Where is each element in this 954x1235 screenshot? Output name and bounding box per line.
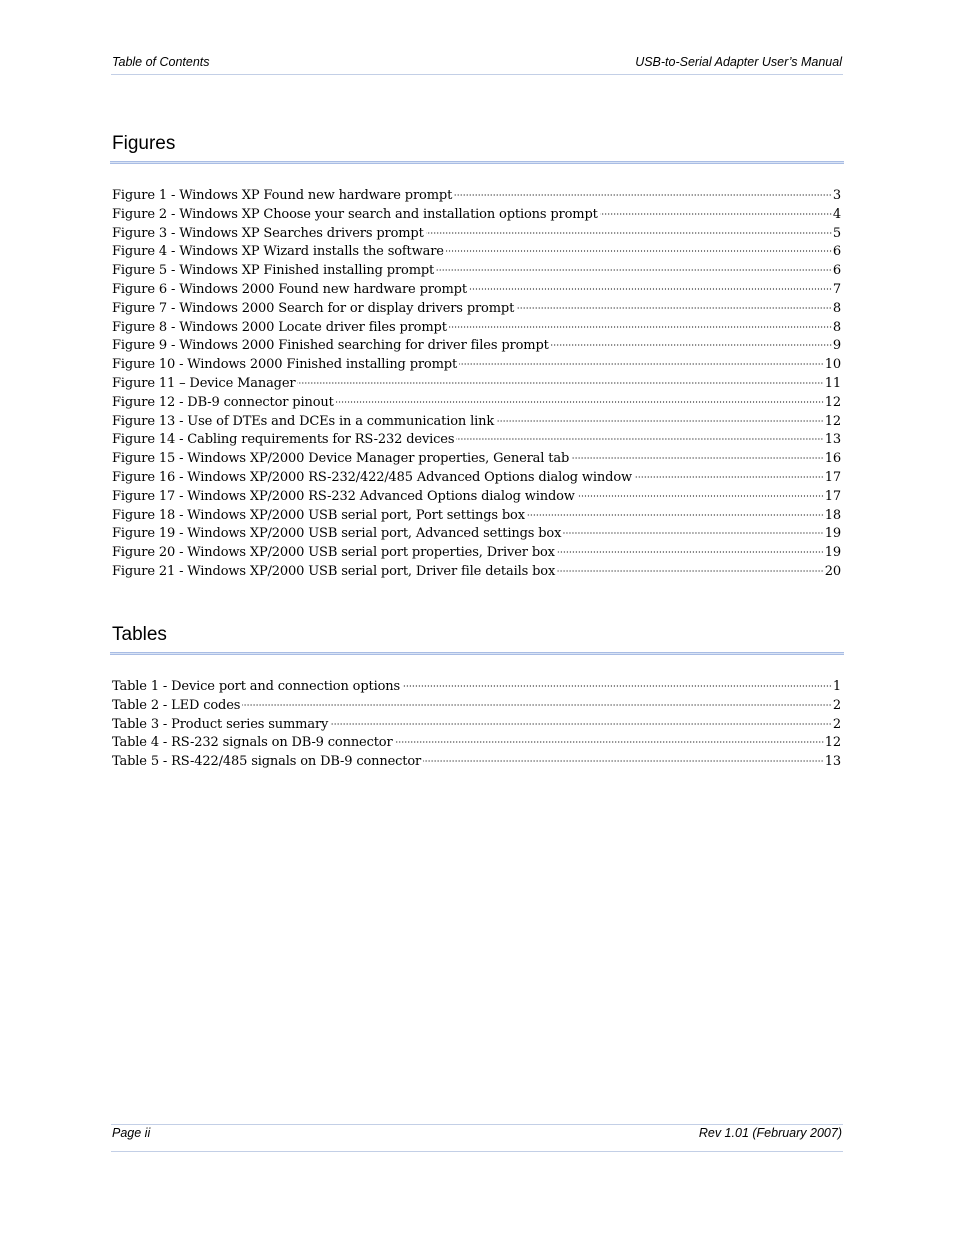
table-entry[interactable] (112, 678, 841, 697)
table-entry-page-number: 1 (832, 679, 841, 694)
figure-entry-title: Figure 9 - Windows 2000 Finished searching for driver files prompt (112, 338, 549, 354)
table-entry-title: Table 5 - RS-422/485 signals on DB-9 connector (112, 754, 422, 770)
figure-entry-page-number: 5 (832, 225, 841, 241)
figure-entry-title: Figure 2 - Windows XP Choose your search and installation options prompt (112, 206, 598, 222)
figure-entry-page-number: 17 (824, 488, 841, 504)
figure-entry-page-number: 12 (824, 394, 841, 410)
table-entry[interactable] (112, 753, 841, 772)
table-entry-page-number: 2 (832, 697, 841, 713)
dot-leader (571, 457, 824, 459)
figure-entry[interactable] (112, 319, 841, 338)
figure-entry[interactable] (112, 187, 841, 206)
figure-entry-title: Figure 18 - Windows XP/2000 USB serial port, Port settings box (112, 507, 525, 523)
page-header (111, 54, 843, 75)
header-section-name: Table of Contents (112, 55, 210, 69)
figure-entry[interactable] (112, 225, 841, 244)
figure-entry-page-number: 8 (832, 319, 841, 335)
dot-leader (557, 551, 824, 553)
figure-entry-page-number: 11 (824, 375, 841, 391)
figure-entry[interactable] (112, 431, 841, 450)
dot-leader (577, 495, 824, 497)
figure-entry-title: Figure 21 - Windows XP/2000 USB serial port, Driver file details box (112, 563, 556, 579)
figure-entry-title: Figure 11 – Device Manager (112, 375, 296, 391)
figure-entry[interactable] (112, 413, 841, 432)
table-entry[interactable] (112, 734, 841, 753)
figure-entry-title: Figure 7 - Windows 2000 Search for or display drivers prompt (112, 300, 515, 316)
figure-entry-page-number: 6 (832, 244, 841, 260)
figure-entry-page-number: 4 (832, 206, 841, 222)
dot-leader (454, 194, 832, 196)
table-entry-title: Table 4 - RS-232 signals on DB-9 connector (112, 735, 393, 751)
dot-leader (456, 438, 823, 440)
figures-heading: Figures (112, 133, 176, 154)
dot-leader (469, 288, 832, 290)
figure-entry-page-number: 18 (824, 507, 841, 523)
table-entry-title: Table 1 - Device port and connection options (112, 679, 401, 694)
dot-leader (426, 232, 832, 234)
table-entry-title: Table 2 - LED codes (112, 697, 241, 713)
figure-entry[interactable] (112, 337, 841, 356)
table-entry-page-number: 2 (832, 716, 841, 732)
figure-entry-title: Figure 12 - DB-9 connector pinout (112, 394, 334, 410)
figure-entry-title: Figure 8 - Windows 2000 Locate driver files prompt (112, 319, 447, 335)
footer-page-number: Page ii (112, 1126, 151, 1140)
figure-entry[interactable] (112, 300, 841, 319)
figure-entry[interactable] (112, 356, 841, 375)
figure-entry-title: Figure 19 - Windows XP/2000 USB serial port, Advanced settings box (112, 526, 562, 542)
figure-entry-page-number: 6 (832, 263, 841, 279)
figure-entry-page-number: 10 (824, 357, 841, 373)
figure-entry-title: Figure 14 - Cabling requirements for RS-232 devices (112, 432, 455, 448)
figure-entry-page-number: 19 (824, 526, 841, 542)
tables-heading: Tables (112, 624, 167, 645)
table-entry[interactable] (112, 697, 841, 716)
figure-entry-title: Figure 4 - Windows XP Wizard installs the software (112, 244, 444, 260)
figure-entry-page-number: 8 (832, 300, 841, 316)
figure-entry[interactable] (112, 281, 841, 300)
figure-entry-title: Figure 6 - Windows 2000 Found new hardware prompt (112, 281, 467, 297)
table-entry-page-number: 13 (824, 754, 841, 770)
dot-leader (297, 382, 823, 384)
figure-entry[interactable] (112, 563, 841, 582)
figures-list (112, 187, 841, 582)
dot-leader (336, 401, 824, 403)
figure-entry-title: Figure 10 - Windows 2000 Finished installing prompt (112, 357, 458, 373)
figure-entry-title: Figure 3 - Windows XP Searches drivers prompt (112, 225, 424, 241)
figure-entry-page-number: 17 (824, 469, 841, 485)
figure-entry-page-number: 3 (832, 188, 841, 203)
figure-entry[interactable] (112, 375, 841, 394)
figure-entry-title: Figure 16 - Windows XP/2000 RS-232/422/485 Advanced Options dialog window (112, 469, 632, 485)
figure-entry[interactable] (112, 469, 841, 488)
figure-entry[interactable] (112, 450, 841, 469)
figure-entry-title: Figure 5 - Windows XP Finished installing prompt (112, 263, 435, 279)
dot-leader (330, 723, 832, 725)
footer-revision: Rev 1.01 (February 2007) (698, 1126, 842, 1140)
tables-list (112, 678, 841, 772)
figure-entry[interactable] (112, 394, 841, 413)
figure-entry-title: Figure 20 - Windows XP/2000 USB serial port properties, Driver box (112, 545, 555, 561)
figure-entry-page-number: 12 (824, 413, 841, 429)
figure-entry-page-number: 13 (824, 432, 841, 448)
figure-entry-page-number: 9 (832, 338, 841, 354)
figure-entry-page-number: 19 (824, 545, 841, 561)
table-entry-title: Table 3 - Product series summary (112, 716, 329, 732)
figure-entry[interactable] (112, 525, 841, 544)
dot-leader (436, 269, 832, 271)
dot-leader (423, 760, 824, 762)
figure-entry[interactable] (112, 488, 841, 507)
dot-leader (551, 344, 832, 346)
dot-leader (242, 704, 832, 706)
dot-leader (446, 250, 832, 252)
dot-leader (600, 213, 832, 215)
figure-entry-title: Figure 1 - Windows XP Found new hardware prompt (112, 188, 453, 203)
dot-leader (557, 570, 824, 572)
figure-entry[interactable] (112, 243, 841, 262)
figure-entry-title: Figure 17 - Windows XP/2000 RS-232 Advanced Options dialog window (112, 488, 575, 504)
figure-entry[interactable] (112, 262, 841, 281)
table-entry-page-number: 12 (824, 735, 841, 751)
dot-leader (516, 307, 832, 309)
dot-leader (402, 685, 832, 687)
figure-entry[interactable] (112, 544, 841, 563)
figure-entry-title: Figure 13 - Use of DTEs and DCEs in a communication link (112, 413, 495, 429)
dot-leader (459, 363, 824, 365)
header-document-title: USB-to-Serial Adapter User’s Manual (635, 55, 842, 69)
dot-leader (496, 420, 824, 422)
figure-entry-page-number: 20 (824, 563, 841, 579)
figure-entry[interactable] (112, 206, 841, 225)
figure-entry[interactable] (112, 507, 841, 526)
dot-leader (634, 476, 824, 478)
figure-entry-title: Figure 15 - Windows XP/2000 Device Manager properties, General tab (112, 451, 570, 467)
dot-leader (395, 741, 824, 743)
dot-leader (449, 326, 832, 328)
tables-heading-rule (110, 652, 844, 655)
page-footer (111, 1124, 843, 1152)
figures-heading-rule (110, 161, 844, 164)
table-entry[interactable] (112, 716, 841, 735)
figure-entry-page-number: 16 (824, 451, 841, 467)
figure-entry-page-number: 7 (832, 281, 841, 297)
dot-leader (527, 514, 824, 516)
dot-leader (563, 532, 823, 534)
